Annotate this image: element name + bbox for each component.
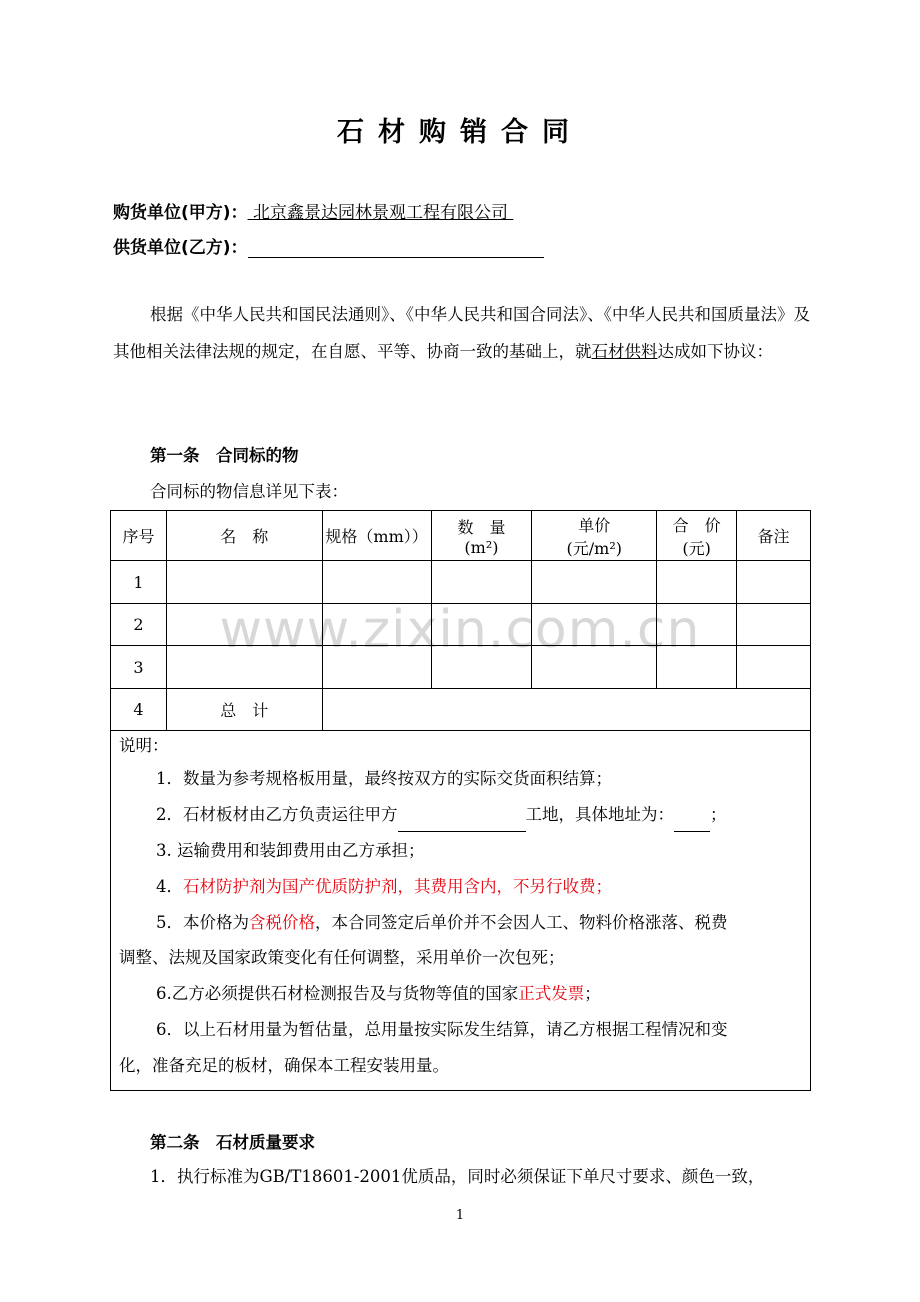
document-title: 石材购销合同	[337, 117, 583, 148]
note-4	[156, 870, 846, 904]
note-5-text-a: 5．本价格为	[156, 913, 249, 932]
cell	[657, 561, 737, 604]
header-total-unit: (元)	[682, 538, 711, 558]
note-3: 3. 运输费用和装卸费用由乙方承担；	[156, 841, 425, 860]
table-row	[111, 646, 811, 689]
header-remark: 备注	[737, 511, 811, 561]
notes-box	[110, 729, 811, 1091]
cell	[737, 561, 811, 604]
note-2-blank-site	[398, 815, 526, 832]
intro-paragraph	[113, 296, 813, 370]
row-no: 3	[111, 646, 167, 689]
article2-text: 1．执行标准为GB/T18601-2001优质品，同时必须保证下单尺寸要求、颜色一致，	[150, 1167, 765, 1186]
note-2	[156, 798, 846, 832]
cell	[431, 561, 532, 604]
intro-text-1: 根据《中华人民共和国民法通则》、《中华人民共和国合同法》、《中华人民共和国质量法》及其他相关法律法规的规定，在自愿、平等、协商一致的基础上，就	[113, 305, 810, 361]
header-spec: 规格（mm））	[322, 511, 431, 561]
table-row	[111, 604, 811, 646]
cell	[737, 646, 811, 689]
note-6a-red-text: 正式发票	[518, 984, 585, 1003]
header-price	[532, 511, 657, 561]
cell	[166, 604, 322, 646]
note-5-text-b: ，本合同签定后单价并不会因人工、物料价格涨落、税费	[315, 913, 728, 932]
note-6b-continued: 化，准备充足的板材，确保本工程安装用量。	[119, 1056, 449, 1075]
intro-underlined: 石材供料	[591, 342, 658, 361]
cell	[322, 604, 431, 646]
buyer-line	[113, 198, 513, 223]
article1-text: 合同标的物信息详见下表：	[150, 482, 348, 501]
table-header-row	[111, 511, 811, 561]
table-sum-row	[111, 689, 811, 731]
note-2-text-c: ；	[710, 805, 727, 824]
sum-value-cell	[322, 689, 810, 731]
article2-heading: 第二条 石材质量要求	[150, 1133, 315, 1152]
cell	[431, 604, 532, 646]
note-6a-text-a: 6.乙方必须提供石材检测报告及与货物等值的国家	[156, 984, 519, 1003]
row-no: 2	[111, 604, 167, 646]
supplier-label: 供货单位(乙方)：	[113, 238, 248, 258]
header-name: 名 称	[166, 511, 322, 561]
note-5-continued: 调整、法规及国家政策变化有任何调整，采用单价一次包死；	[119, 948, 565, 967]
cell	[322, 561, 431, 604]
header-price-unit: (元/m²)	[566, 538, 623, 558]
row-no: 4	[111, 689, 167, 731]
header-total	[657, 511, 737, 561]
note-1: 1．数量为参考规格板用量，最终按双方的实际交货面积结算；	[156, 769, 612, 788]
goods-table	[110, 510, 811, 731]
buyer-value: 北京鑫景达园林景观工程有限公司	[247, 203, 514, 223]
cell	[657, 646, 737, 689]
cell	[166, 561, 322, 604]
note-5	[156, 906, 806, 940]
supplier-blank	[248, 239, 544, 258]
header-price-label: 单价	[578, 515, 611, 535]
cell	[737, 604, 811, 646]
intro-text-2: 达成如下协议：	[657, 342, 773, 361]
header-qty-unit: (m²)	[464, 537, 499, 557]
note-6b: 6．以上石材用量为暂估量，总用量按实际发生结算，请乙方根据工程情况和变	[156, 1020, 728, 1039]
supplier-line	[113, 233, 544, 258]
cell	[657, 604, 737, 646]
note-2-text-b: 工地，具体地址为：	[525, 805, 674, 824]
page-number: 1	[455, 1208, 465, 1223]
header-total-label: 合 价	[672, 515, 721, 535]
note-6a-text-b: ；	[584, 984, 601, 1003]
watermark: www.zixin.com.cn	[219, 600, 701, 660]
row-no: 1	[111, 561, 167, 604]
header-qty-label: 数 量	[457, 517, 506, 537]
note-6a	[156, 977, 846, 1011]
header-no: 序号	[111, 511, 167, 561]
cell	[532, 646, 657, 689]
notes-label: 说明：	[119, 736, 169, 755]
note-5-red-text: 含税价格	[249, 913, 315, 932]
note-4-red-text: 石材防护剂为国产优质防护剂，其费用含内，不另行收费；	[183, 877, 612, 896]
note-2-blank-address	[674, 815, 710, 832]
cell	[166, 646, 322, 689]
cell	[532, 604, 657, 646]
buyer-label: 购货单位(甲方)：	[113, 203, 248, 223]
cell	[431, 646, 532, 689]
sum-label: 总 计	[166, 689, 322, 731]
note-2-text-a: 2．石材板材由乙方负责运往甲方	[156, 805, 398, 824]
article1-heading: 第一条 合同标的物	[150, 446, 299, 465]
cell	[322, 646, 431, 689]
cell	[532, 561, 657, 604]
note-4-prefix: 4．	[156, 877, 183, 896]
header-qty	[431, 511, 532, 561]
table-row	[111, 561, 811, 604]
